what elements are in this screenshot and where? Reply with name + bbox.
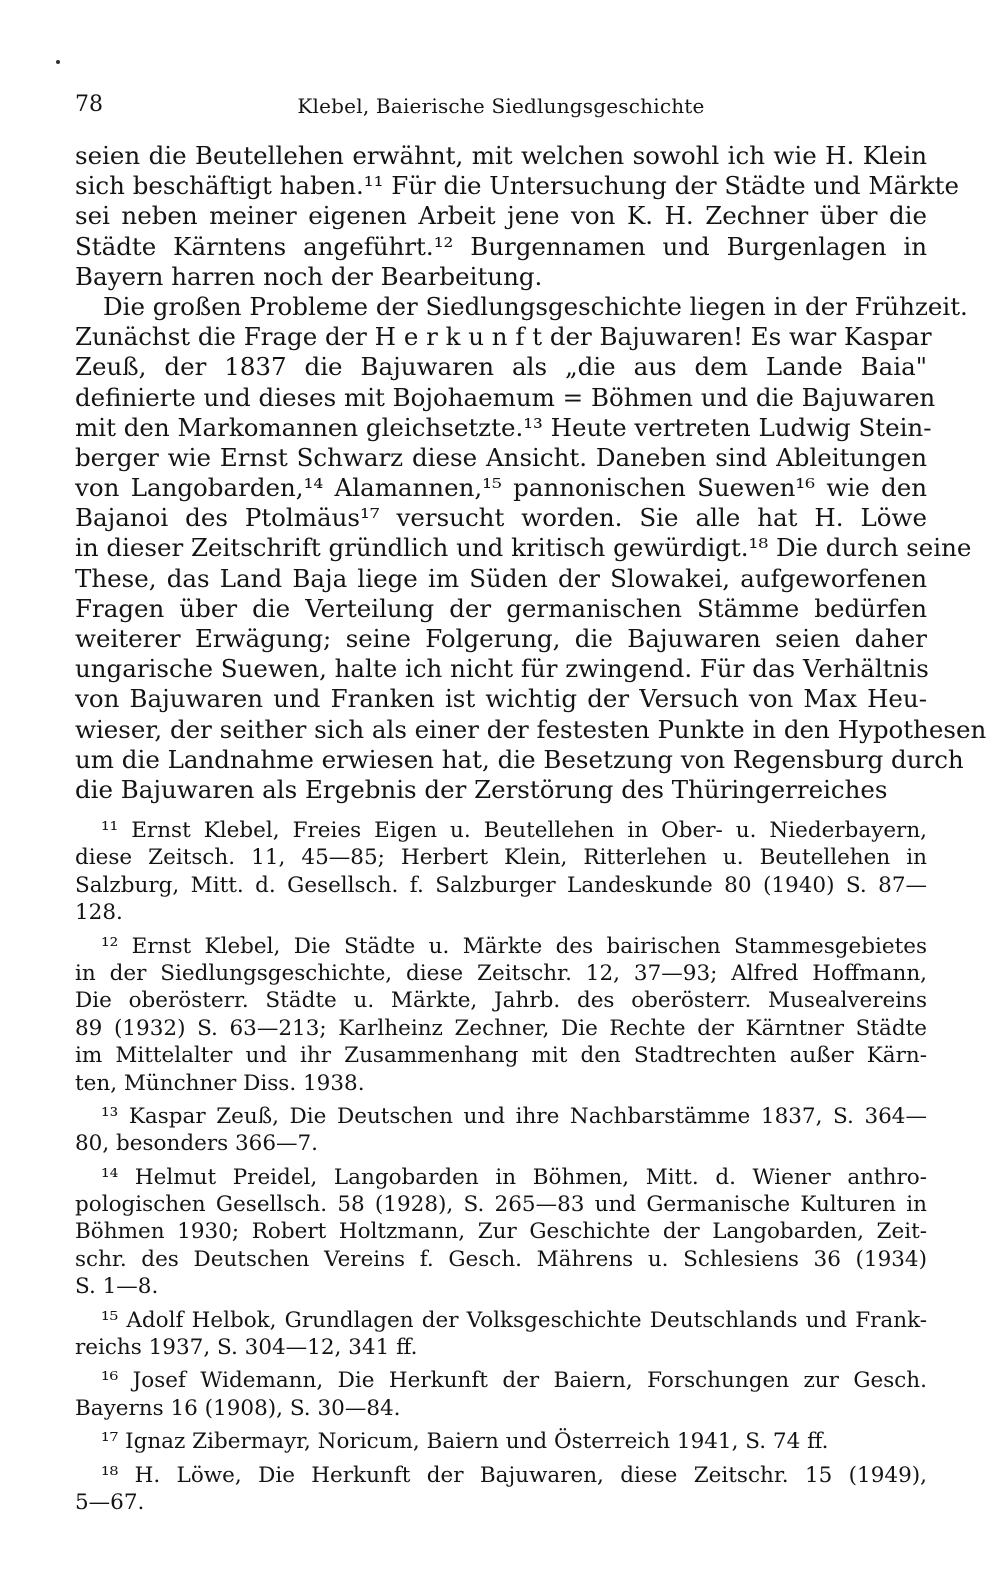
footnote — [75, 1103, 927, 1158]
footnote-line: ¹⁶ Josef Widemann, Die Herkunft der Baiern, Forschungen zur Gesch. — [101, 1368, 927, 1394]
footnote-line: ¹⁴ Helmut Preidel, Langobarden in Böhmen, Mitt. d. Wiener anthro- — [101, 1164, 927, 1190]
footnote-line: Bayerns 16 (1908), S. 30—84. — [75, 1395, 401, 1421]
body-line: um die Landnahme erwiesen hat, die Besetzung von Regensburg durch — [75, 744, 964, 774]
footnote — [75, 1164, 927, 1301]
body-line: Städte Kärntens angeführt.¹² Burgennamen und Burgenlagen in — [75, 231, 927, 261]
footnote-line: S. 1—8. — [75, 1274, 159, 1300]
footnote-line: ¹⁸ H. Löwe, Die Herkunft der Bajuwaren, diese Zeitschr. 15 (1949), — [101, 1462, 927, 1488]
footnote-line: ¹³ Kaspar Zeuß, Die Deutschen und ihre Nachbarstämme 1837, S. 364— — [101, 1103, 927, 1129]
body-line: Zunächst die Frage der H e r k u n f t der Bajuwaren! Es war Kaspar — [75, 322, 932, 352]
footnote — [75, 1428, 927, 1455]
body-line: definierte und dieses mit Bojohaemum = Böhmen und die Bajuwaren — [75, 382, 936, 412]
body-line: seien die Beutellehen erwähnt, mit welchen sowohl ich wie H. Klein — [75, 141, 927, 170]
body-line: Fragen über die Verteilung der germanischen Stämme bedürfen — [75, 593, 927, 623]
body-line: These, das Land Baja liege im Süden der Slowakei, aufgeworfenen — [75, 563, 927, 593]
footnote — [75, 1462, 927, 1517]
footnote-line: 89 (1932) S. 63—213; Karlheinz Zechner, Die Rechte der Kärntner Städte — [75, 1015, 927, 1041]
body-line: berger wie Ernst Schwarz diese Ansicht. Daneben sind Ableitungen — [75, 442, 927, 472]
footnote-line: ¹⁵ Adolf Helbok, Grundlagen der Volksgeschichte Deutschlands und Frank- — [101, 1307, 927, 1333]
page-header — [75, 92, 927, 126]
body-line: Die großen Probleme der Siedlungsgeschichte liegen in der Frühzeit. — [103, 291, 968, 321]
body-line: weiterer Erwägung; seine Folgerung, die Bajuwaren seien daher — [75, 624, 927, 653]
body-line: sei neben meiner eigenen Arbeit jene von K. H. Zechner über die — [75, 201, 927, 231]
body-line: die Bajuwaren als Ergebnis der Zerstörung des Thüringerreiches — [75, 774, 888, 804]
body-line: in dieser Zeitschrift gründlich und kritisch gewürdigt.¹⁸ Die durch seine — [75, 533, 972, 563]
footnote-line: 128. — [75, 900, 123, 926]
footnote-line: ¹¹ Ernst Klebel, Freies Eigen u. Beutellehen in Ober- u. Niederbayern, — [101, 818, 927, 843]
footnote — [75, 817, 927, 927]
body-text — [75, 141, 987, 805]
footnote-line: Salzburg, Mitt. d. Gesellsch. f. Salzburger Landeskunde 80 (1940) S. 87— — [75, 872, 927, 898]
footnote-line: Die oberösterr. Städte u. Märkte, Jahrb. des oberösterr. Musealvereins — [75, 988, 927, 1014]
body-line: Bayern harren noch der Bearbeitung. — [75, 261, 543, 291]
body-line: von Bajuwaren und Franken ist wichtig der Versuch von Max Heu- — [75, 684, 927, 714]
footnote-line: ¹⁷ Ignaz Zibermayr, Noricum, Baiern und Österreich 1941, S. 74 ff. — [101, 1429, 829, 1455]
footnote — [75, 933, 927, 1097]
footnote — [75, 1367, 927, 1422]
footnote — [75, 1307, 927, 1362]
footnotes — [75, 817, 927, 1516]
body-line: Bajanoi des Ptolmäus¹⁷ versucht worden. Sie alle hat H. Löwe — [75, 503, 927, 533]
footnote-line: im Mittelalter und ihr Zusammenhang mit den Stadtrechten außer Kärn- — [75, 1043, 927, 1069]
footnote-line: schr. des Deutschen Vereins f. Gesch. Mährens u. Schlesiens 36 (1934) — [75, 1246, 927, 1272]
body-line: ungarische Suewen, halte ich nicht für zwingend. Für das Verhältnis — [75, 654, 929, 684]
footnote-line: pologischen Gesellsch. 58 (1928), S. 265—83 und Germanische Kulturen in — [75, 1192, 927, 1218]
footnote-line: diese Zeitsch. 11, 45—85; Herbert Klein, Ritterlehen u. Beutellehen in — [75, 845, 927, 871]
body-line: sich beschäftigt haben.¹¹ Für die Untersuchung der Städte und Märkte — [75, 171, 959, 201]
scan-speck — [56, 60, 60, 64]
footnote-line: Böhmen 1930; Robert Holtzmann, Zur Geschichte der Langobarden, Zeit- — [75, 1219, 927, 1245]
body-line: mit den Markomannen gleichsetzte.¹³ Heute vertreten Ludwig Stein- — [75, 412, 932, 442]
footnote-line: ten, Münchner Diss. 1938. — [75, 1070, 365, 1096]
footnote-line: ¹² Ernst Klebel, Die Städte u. Märkte des bairischen Stammesgebietes — [101, 933, 927, 959]
body-line: Zeuß, der 1837 die Bajuwaren als „die aus dem Lande Baia" — [75, 352, 927, 382]
footnote-line: in der Siedlungsgeschichte, diese Zeitschr. 12, 37—93; Alfred Hoffmann, — [75, 960, 927, 986]
running-title: Klebel, Baierische Siedlungsgeschichte — [297, 94, 705, 118]
footnote-line: 5—67. — [75, 1489, 145, 1515]
footnote-line: reichs 1937, S. 304—12, 341 ff. — [75, 1335, 418, 1361]
footnote-line: 80, besonders 366—7. — [75, 1131, 319, 1157]
page-number: 78 — [75, 92, 103, 117]
body-line: von Langobarden,¹⁴ Alamannen,¹⁵ pannonischen Suewen¹⁶ wie den — [75, 473, 927, 503]
body-line: wieser, der seither sich als einer der festesten Punkte in den Hypothesen — [75, 714, 987, 744]
